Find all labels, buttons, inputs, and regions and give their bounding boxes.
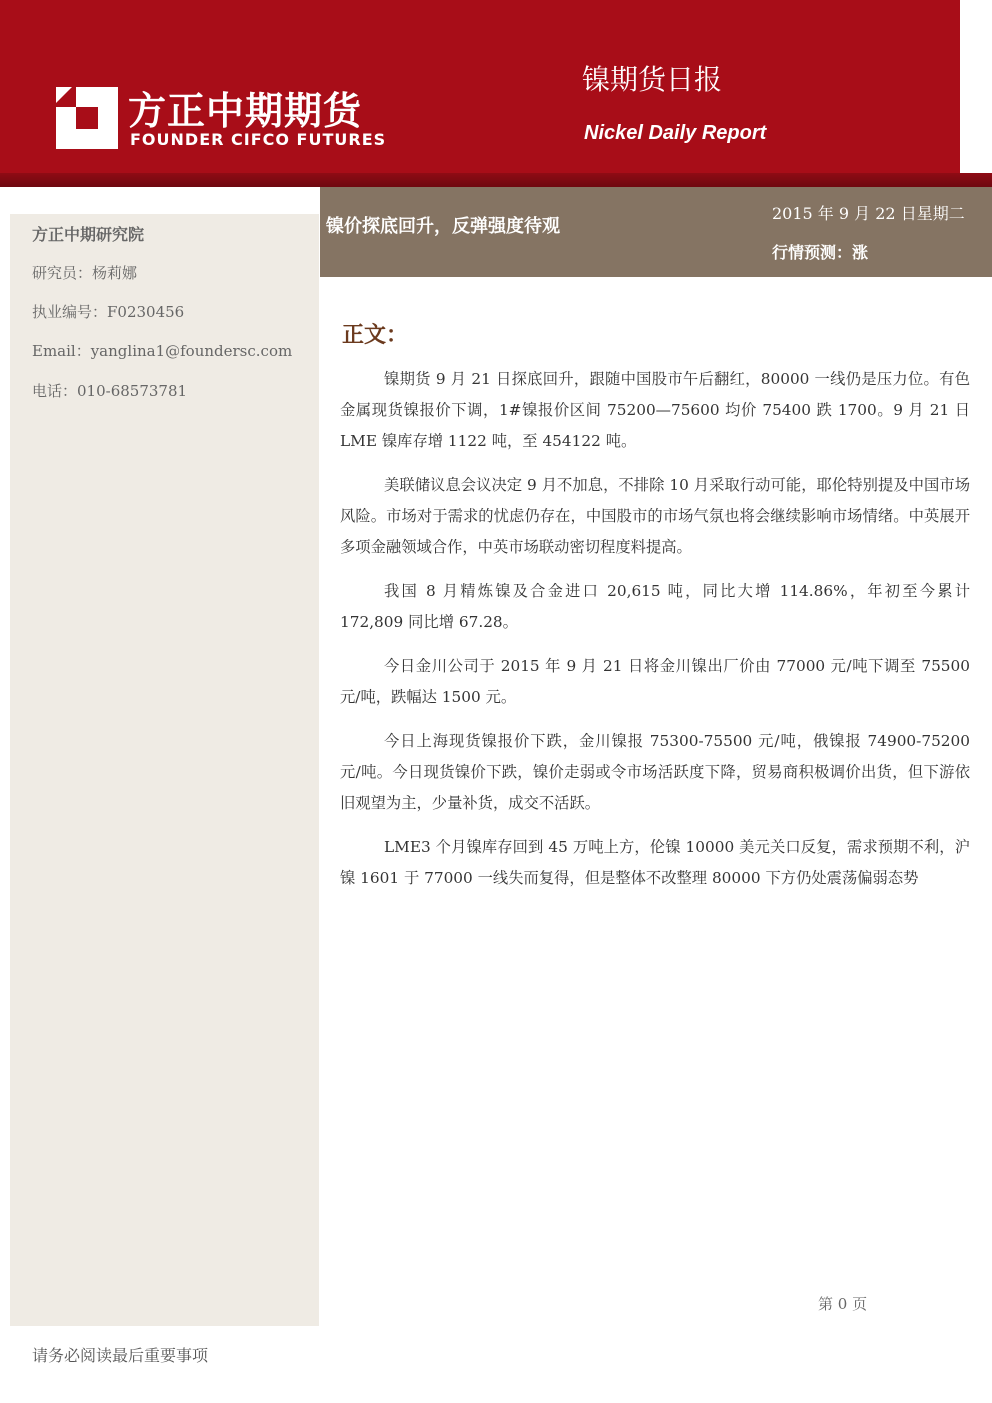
header-shadow <box>0 173 992 187</box>
paragraph: LME3 个月镍库存回到 45 万吨上方，伦镍 10000 美元关口反复，需求预期不利，沪镍 1601 于 77000 一线失而复得，但是整体不改整理 80000 下方仍处震荡偏弱态势 <box>340 838 970 887</box>
logo-text-cn: 方正中期期货 <box>128 89 363 133</box>
section-label: 正文： <box>342 322 409 348</box>
header-right-gap <box>960 0 992 173</box>
logo-text-en: FOUNDER CIFCO FUTURES <box>130 130 387 149</box>
footer-note: 请务必阅读最后重要事项 <box>32 1346 209 1365</box>
founder-logo-icon <box>56 87 118 149</box>
report-title-en: Nickel Daily Report <box>584 122 767 144</box>
sidebar-phone: 电话：010-68573781 <box>32 382 188 400</box>
sidebar-researcher: 研究员：杨莉娜 <box>32 264 138 282</box>
paragraph: 今日上海现货镍报价下跌，金川镍报 75300-75500 元/吨，俄镍报 74900-75200 元/吨。今日现货镍价下跌，镍价走弱或令市场活跃度下降，贸易商积极调价出货，但下游依旧观望为主，少量补货，成交不活跃。 <box>340 732 970 812</box>
headline: 镍价探底回升，反弹强度待观 <box>326 216 560 237</box>
paragraph: 镍期货 9 月 21 日探底回升，跟随中国股市午后翻红，80000 一线仍是压力位。有色金属现货镍报价下调，1#镍报价区间 75200—75600 均价 75400 跌 1700。9 月 21 日 LME 镍库存增 1122 吨，至 454122 吨。 <box>340 370 970 450</box>
report-date: 2015 年 9 月 22 日星期二 <box>772 204 965 223</box>
body-content <box>340 364 970 907</box>
report-title-cn: 镍期货日报 <box>582 63 723 96</box>
page-number: 第 0 页 <box>818 1295 868 1313</box>
sidebar-org: 方正中期研究院 <box>32 225 145 244</box>
paragraph: 美联储议息会议决定 9 月不加息，不排除 10 月采取行动可能，耶伦特别提及中国市场风险。市场对于需求的忧虑仍存在，中国股市的市场气氛也将会继续影响市场情绪。中英展开多项金融领域合作，中英市场联动密切程度料提高。 <box>340 476 970 556</box>
paragraph: 今日金川公司于 2015 年 9 月 21 日将金川镍出厂价由 77000 元/吨下调至 75500 元/吨，跌幅达 1500 元。 <box>340 657 970 706</box>
market-forecast: 行情预测：涨 <box>772 243 869 262</box>
sidebar-email[interactable]: Email：yanglina1@foundersc.com <box>32 342 293 360</box>
sidebar-license: 执业编号：F0230456 <box>32 303 185 321</box>
paragraph: 我国 8 月精炼镍及合金进口 20,615 吨，同比大增 114.86%，年初至今累计 172,809 同比增 67.28。 <box>340 582 970 631</box>
